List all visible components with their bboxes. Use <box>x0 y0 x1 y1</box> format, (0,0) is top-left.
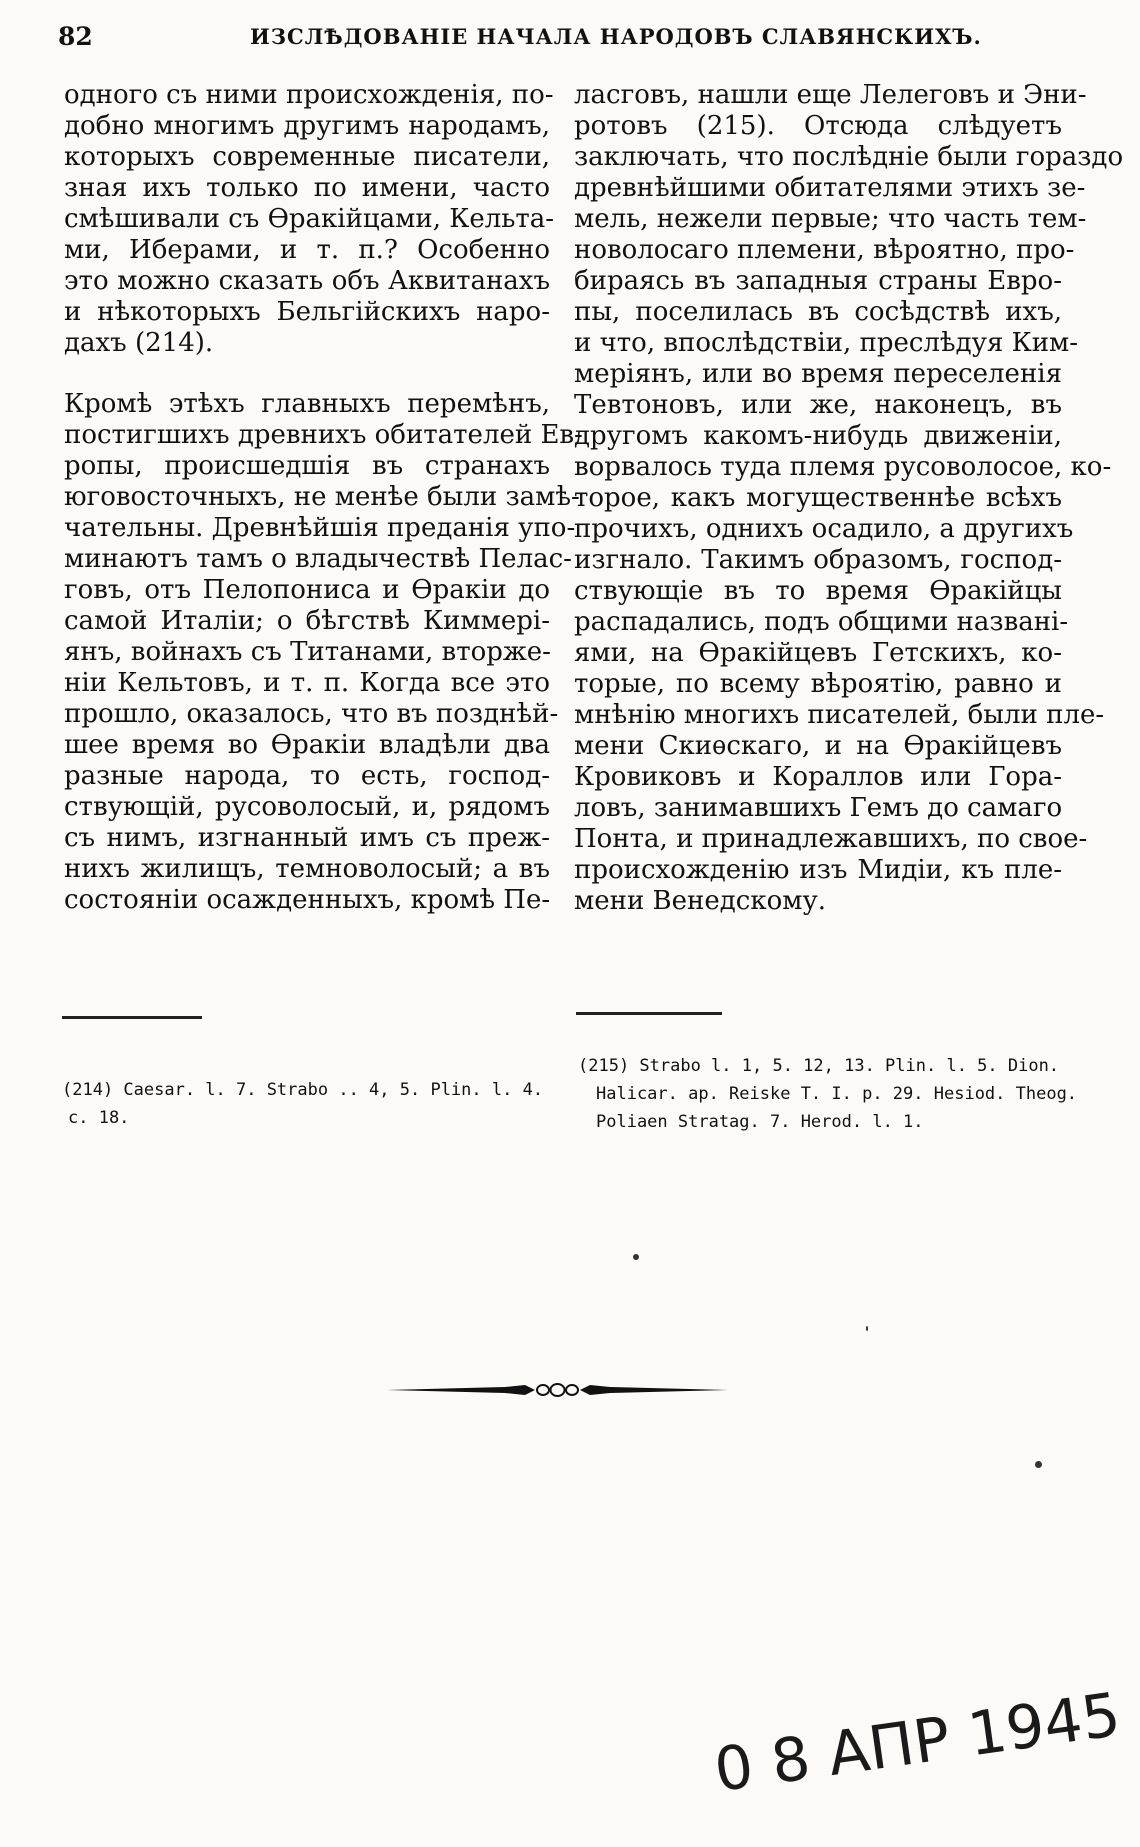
text-line: Кровиковъ и Кораллов или Гора- <box>574 762 1062 792</box>
text-line: другомъ какомъ-нибудь движеніи, <box>574 421 1062 451</box>
section-end-ornament <box>385 1372 730 1408</box>
text-line: прошло, оказалось, что въ позднѣй- <box>64 699 559 729</box>
text-line: ворвалось туда племя русоволосое, ко- <box>574 452 1112 482</box>
text-line: постигшихъ древнихъ обитателей Ев- <box>64 420 583 450</box>
text-line: янъ, войнахъ съ Титанами, вторже- <box>64 637 551 667</box>
text-line: происхожденію изъ Мидіи, къ пле- <box>574 855 1062 885</box>
footnote-line: (215) Strabo l. 1, 5. 12, 13. Plin. l. 5. Dion. <box>578 1056 1060 1076</box>
left-column <box>64 80 583 916</box>
text-line: мени Венедскому. <box>574 886 827 916</box>
text-line: бираясь въ западныя страны Евро- <box>574 266 1062 296</box>
text-line: которыхъ современные писатели, <box>64 142 550 172</box>
right-column <box>574 80 1124 917</box>
text-line: Понта, и принадлежавшихъ, по свое- <box>574 824 1088 854</box>
text-line: юговосточныхъ, не менѣе были замѣ- <box>64 482 580 512</box>
text-line: пы, поселилась въ сосѣдствѣ ихъ, <box>574 297 1062 327</box>
text-line: ями, на Ѳракійцевъ Гетскихъ, ко- <box>574 638 1062 668</box>
text-line: ствующіе въ то время Ѳракійцы <box>574 576 1062 606</box>
ink-speck <box>1035 1461 1042 1468</box>
text-line: мени Скиѳскаго, и на Ѳракійцевъ <box>574 731 1062 761</box>
text-line: новолосаго племени, вѣроятно, про- <box>574 235 1075 265</box>
text-line: ротовъ (215). Отсюда слѣдуетъ <box>574 111 1062 141</box>
text-line: распадались, подъ общими названі- <box>574 607 1069 637</box>
text-line: ми, Иберами, и т. п.? Особенно <box>64 235 550 265</box>
text-line: прочихъ, однихъ осадило, а другихъ <box>574 514 1074 544</box>
footnote-rule-right <box>576 1012 722 1015</box>
text-line: заключать, что послѣдніе были гораздо <box>574 142 1124 172</box>
text-line: ропы, происшедшія въ странахъ <box>64 451 550 481</box>
text-line: чательны. Древнѣйшія преданія упо- <box>64 513 576 543</box>
text-line: съ нимъ, изгнанный имъ съ преж- <box>64 823 550 853</box>
text-line: состояніи осажденныхъ, кромѣ Пе- <box>64 885 551 915</box>
ink-speck <box>633 1254 639 1260</box>
text-line: самой Италіи; о бѣгствѣ Киммері- <box>64 606 550 636</box>
ink-speck <box>866 1326 868 1331</box>
text-line: смѣшивали съ Ѳракійцами, Кельта- <box>64 204 555 234</box>
footnote-line: Poliaen Stratag. 7. Herod. l. 1. <box>596 1112 924 1132</box>
paragraph-2 <box>64 389 583 916</box>
text-line: меріянъ, или во время переселенія <box>574 359 1062 389</box>
text-line: зная ихъ только по имени, часто <box>64 173 550 203</box>
text-line: ловъ, занимавшихъ Гемъ до самаго <box>574 793 1063 823</box>
text-line: мнѣнію многихъ писателей, были пле- <box>574 700 1105 730</box>
text-line: торые, по всему вѣроятію, равно и <box>574 669 1062 699</box>
text-line: древнѣйшими обитателями этихъ зе- <box>574 173 1086 203</box>
text-line: Тевтоновъ, или же, наконецъ, въ <box>574 390 1062 420</box>
text-line: добно многимъ другимъ народамъ, <box>64 111 550 141</box>
text-line: одного съ ними происхожденія, по- <box>64 80 554 110</box>
text-line: говъ, отъ Пелопониса и Ѳракіи до <box>64 575 550 605</box>
footnote-215 <box>578 1052 1078 1136</box>
text-line: шее время во Ѳракіи владѣли два <box>64 730 550 760</box>
text-line: изгнало. Такимъ образомъ, господ- <box>574 545 1062 575</box>
text-line: и что, впослѣдствіи, преслѣдуя Ким- <box>574 328 1079 358</box>
library-date-stamp: 0 8 АПР 1945 <box>710 1679 1125 1806</box>
text-line: это можно сказать объ Аквитанахъ <box>64 266 550 296</box>
footnote-line: Halicar. ap. Reiske T. I. p. 29. Hesiod. Theog. <box>596 1084 1078 1104</box>
text-line: ствующій, русоволосый, и, рядомъ <box>64 792 550 822</box>
text-line: ніи Кельтовъ, и т. п. Когда все это <box>64 668 550 698</box>
text-line: разные народа, то есть, господ- <box>64 761 550 791</box>
footnote-214 <box>62 1076 552 1132</box>
text-line: и нѣкоторыхъ Бельгійскихъ наро- <box>64 297 550 327</box>
text-line: Кромѣ этѣхъ главныхъ перемѣнъ, <box>64 389 550 419</box>
footnote-line: c. 18. <box>68 1108 130 1128</box>
page-number: 82 <box>58 22 93 51</box>
text-line: мель, нежели первые; что часть тем- <box>574 204 1087 234</box>
text-line: торое, какъ могущественнѣе всѣхъ <box>574 483 1062 513</box>
running-head: ИЗСЛѢДОВАНІЕ НАЧАЛА НАРОДОВЪ СЛАВЯНСКИХЪ. <box>250 24 982 49</box>
paragraph-1 <box>64 80 555 359</box>
footnote-rule-left <box>62 1016 202 1019</box>
text-line: нихъ жилищъ, темноволосый; а въ <box>64 854 550 884</box>
text-line: минаютъ тамъ о владычествѣ Пелас- <box>64 544 572 574</box>
text-line: дахъ (214). <box>64 328 214 358</box>
text-line: ласговъ, нашли еще Лелеговъ и Эни- <box>574 80 1087 110</box>
footnote-line: (214) Caesar. l. 7. Strabo .. 4, 5. Plin. l. 4. <box>62 1080 544 1100</box>
